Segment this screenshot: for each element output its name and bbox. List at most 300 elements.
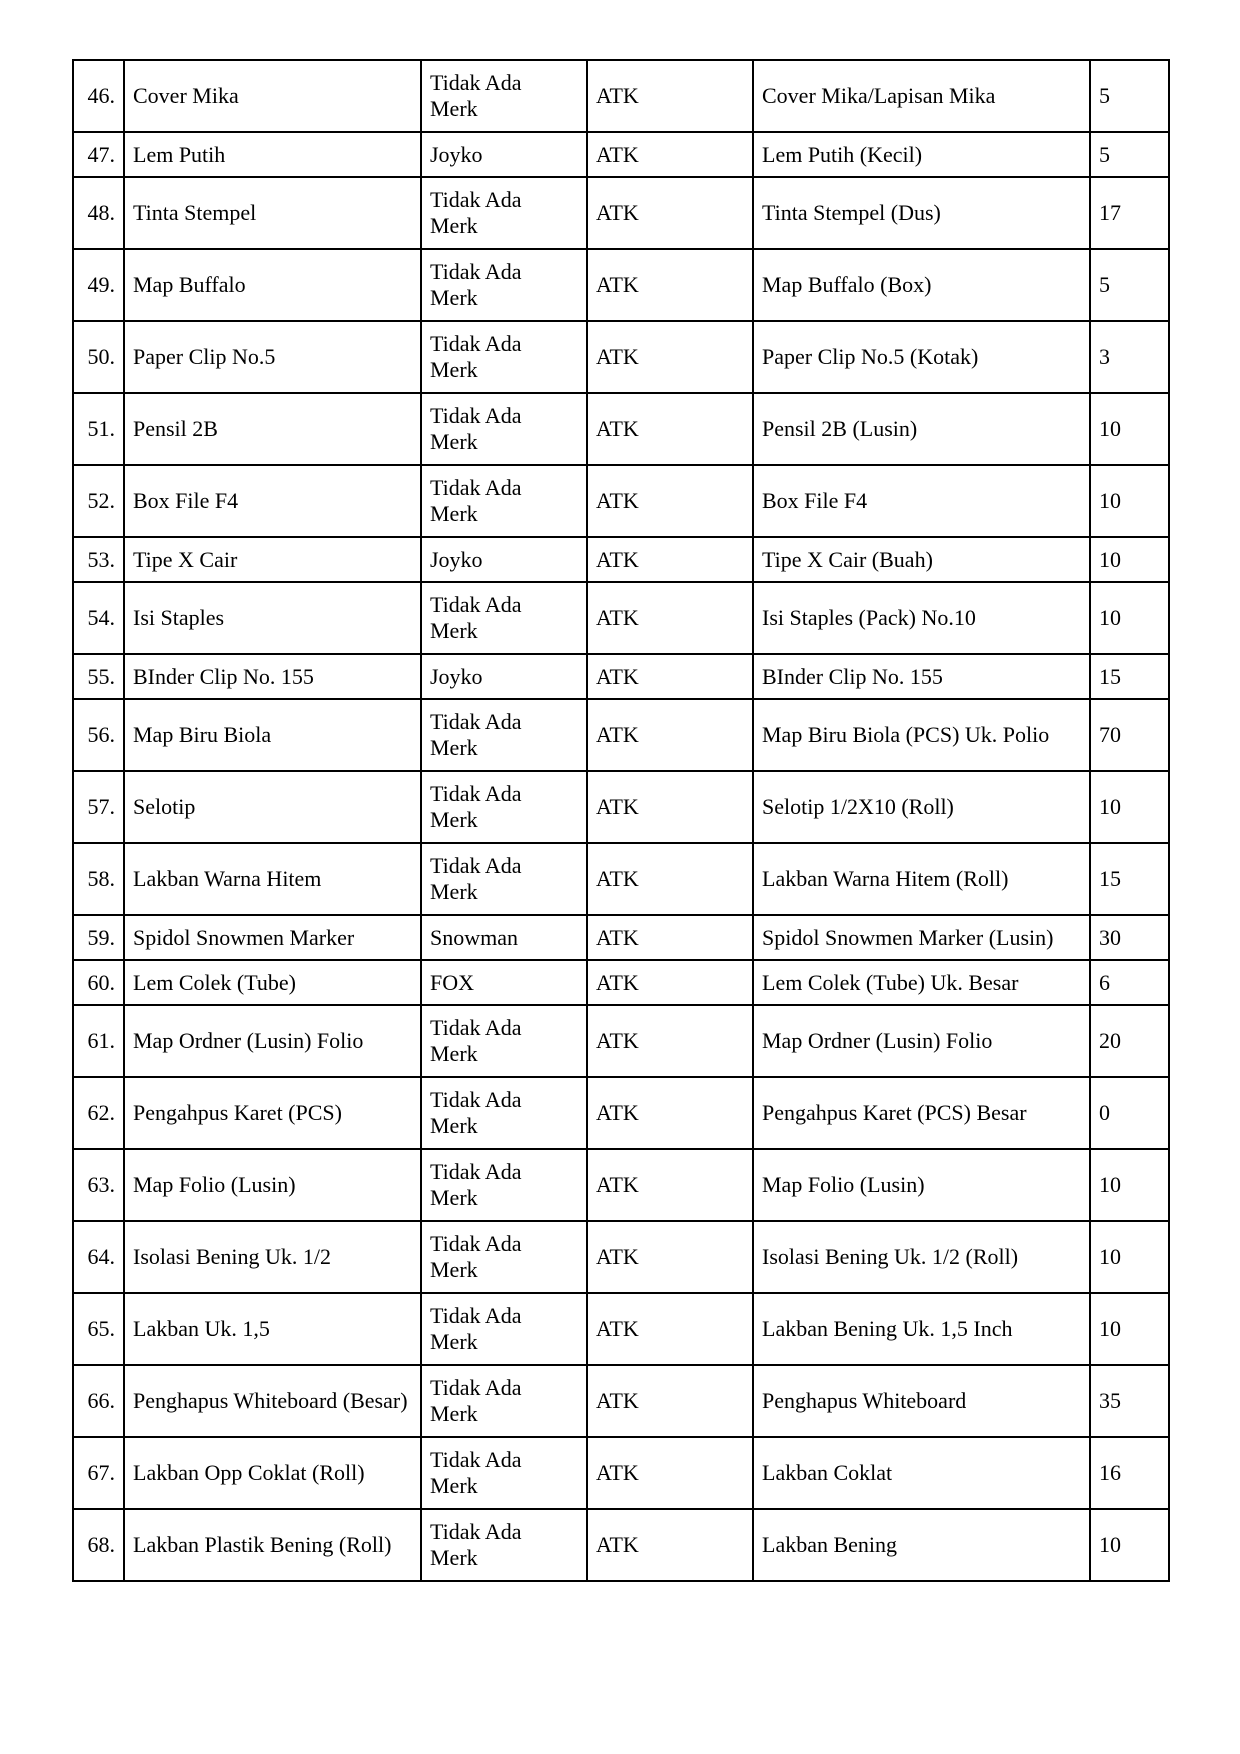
item-name: Tipe X Cair — [133, 546, 238, 572]
item-category: ATK — [596, 1460, 639, 1485]
item-name-cell — [124, 1365, 421, 1437]
table-row — [73, 132, 1169, 177]
item-category: ATK — [596, 416, 639, 441]
row-number-cell — [73, 60, 124, 132]
item-category-cell — [587, 960, 753, 1005]
item-category: ATK — [596, 344, 639, 369]
item-category-cell — [587, 321, 753, 393]
item-quantity-cell — [1090, 915, 1169, 960]
item-quantity-cell — [1090, 1293, 1169, 1365]
item-name-cell — [124, 1293, 421, 1365]
item-brand-cell — [421, 1221, 587, 1293]
item-quantity: 17 — [1099, 200, 1121, 225]
row-number-cell — [73, 249, 124, 321]
table-row — [73, 393, 1169, 465]
item-description: Map Biru Biola (PCS) Uk. Polio — [762, 722, 1050, 747]
table-row — [73, 537, 1169, 582]
row-number-cell — [73, 1149, 124, 1221]
item-brand: Tidak Ada Merk — [430, 1447, 522, 1498]
item-brand: Snowman — [430, 924, 518, 950]
row-number-cell — [73, 1437, 124, 1509]
item-description: Pengahpus Karet (PCS) Besar — [762, 1100, 1027, 1125]
item-category-cell — [587, 132, 753, 177]
item-category-cell — [587, 60, 753, 132]
item-brand-cell — [421, 915, 587, 960]
item-description-cell — [753, 1149, 1090, 1221]
item-quantity-cell — [1090, 1437, 1169, 1509]
item-category-cell — [587, 177, 753, 249]
table-row — [73, 1365, 1169, 1437]
item-name: Cover Mika — [133, 83, 239, 108]
table-body — [73, 60, 1169, 1581]
item-quantity: 5 — [1099, 83, 1110, 108]
item-brand: Joyko — [430, 546, 483, 572]
row-number: 53. — [87, 546, 115, 572]
row-number: 59. — [87, 924, 115, 950]
item-category: ATK — [596, 794, 639, 819]
item-category-cell — [587, 1365, 753, 1437]
item-name: BInder Clip No. 155 — [133, 663, 314, 689]
item-description-cell — [753, 1293, 1090, 1365]
row-number: 46. — [87, 83, 115, 108]
row-number-cell — [73, 393, 124, 465]
item-description-cell — [753, 321, 1090, 393]
row-number: 65. — [87, 1316, 115, 1341]
table-row — [73, 249, 1169, 321]
row-number-cell — [73, 537, 124, 582]
item-description: Isolasi Bening Uk. 1/2 (Roll) — [762, 1244, 1019, 1269]
item-quantity: 10 — [1099, 488, 1121, 513]
item-quantity-cell — [1090, 771, 1169, 843]
table-row — [73, 1077, 1169, 1149]
item-quantity: 10 — [1099, 1316, 1121, 1341]
item-quantity-cell — [1090, 393, 1169, 465]
row-number: 51. — [87, 416, 115, 441]
item-name: Lakban Plastik Bening (Roll) — [133, 1532, 392, 1557]
item-category: ATK — [596, 1532, 639, 1557]
item-category: ATK — [596, 546, 639, 572]
item-quantity-cell — [1090, 537, 1169, 582]
row-number: 63. — [87, 1172, 115, 1197]
item-description-cell — [753, 465, 1090, 537]
item-description-cell — [753, 1077, 1090, 1149]
item-brand-cell — [421, 1365, 587, 1437]
row-number-cell — [73, 321, 124, 393]
item-brand: Joyko — [430, 141, 483, 167]
row-number-cell — [73, 582, 124, 654]
item-quantity-cell — [1090, 249, 1169, 321]
item-quantity-cell — [1090, 654, 1169, 699]
row-number: 67. — [87, 1460, 115, 1485]
row-number-cell — [73, 654, 124, 699]
table-row — [73, 1221, 1169, 1293]
item-description-cell — [753, 132, 1090, 177]
item-quantity-cell — [1090, 699, 1169, 771]
item-category-cell — [587, 654, 753, 699]
item-brand-cell — [421, 1509, 587, 1581]
item-description: Lem Colek (Tube) Uk. Besar — [762, 969, 1019, 995]
item-name: Selotip — [133, 794, 196, 819]
item-brand-cell — [421, 1437, 587, 1509]
item-description: Map Folio (Lusin) — [762, 1172, 925, 1197]
item-brand: Tidak Ada Merk — [430, 709, 522, 760]
item-brand: Joyko — [430, 663, 483, 689]
row-number-cell — [73, 1509, 124, 1581]
item-description-cell — [753, 771, 1090, 843]
item-description: Lakban Coklat — [762, 1460, 893, 1485]
item-quantity: 10 — [1099, 416, 1121, 441]
item-brand: Tidak Ada Merk — [430, 1519, 522, 1570]
table-row — [73, 465, 1169, 537]
item-brand: Tidak Ada Merk — [430, 403, 522, 454]
item-category: ATK — [596, 924, 639, 950]
item-name-cell — [124, 960, 421, 1005]
row-number: 49. — [87, 272, 115, 297]
item-name-cell — [124, 132, 421, 177]
table-row — [73, 1005, 1169, 1077]
item-name: Lakban Opp Coklat (Roll) — [133, 1460, 365, 1485]
item-description: Pensil 2B (Lusin) — [762, 416, 918, 441]
item-quantity: 10 — [1099, 1244, 1121, 1269]
row-number-cell — [73, 1005, 124, 1077]
item-name-cell — [124, 843, 421, 915]
item-quantity: 35 — [1099, 1388, 1121, 1413]
table-row — [73, 321, 1169, 393]
row-number: 66. — [87, 1388, 115, 1413]
item-brand-cell — [421, 60, 587, 132]
item-quantity-cell — [1090, 1365, 1169, 1437]
item-brand: Tidak Ada Merk — [430, 1159, 522, 1210]
item-brand-cell — [421, 771, 587, 843]
item-description-cell — [753, 1509, 1090, 1581]
item-category: ATK — [596, 272, 639, 297]
row-number-cell — [73, 771, 124, 843]
item-brand: Tidak Ada Merk — [430, 259, 522, 310]
item-brand: Tidak Ada Merk — [430, 1303, 522, 1354]
item-description: Lem Putih (Kecil) — [762, 141, 923, 167]
table-row — [73, 960, 1169, 1005]
item-brand-cell — [421, 654, 587, 699]
item-name-cell — [124, 1221, 421, 1293]
item-name-cell — [124, 699, 421, 771]
item-quantity-cell — [1090, 843, 1169, 915]
item-description: Lakban Bening Uk. 1,5 Inch — [762, 1316, 1013, 1341]
item-quantity: 10 — [1099, 1172, 1121, 1197]
item-quantity-cell — [1090, 60, 1169, 132]
item-category: ATK — [596, 1172, 639, 1197]
item-description-cell — [753, 960, 1090, 1005]
row-number-cell — [73, 1293, 124, 1365]
row-number: 50. — [87, 344, 115, 369]
table-row — [73, 582, 1169, 654]
item-quantity: 70 — [1099, 722, 1121, 747]
item-description: BInder Clip No. 155 — [762, 663, 943, 689]
item-description: Tinta Stempel (Dus) — [762, 200, 941, 225]
item-category: ATK — [596, 1316, 639, 1341]
table-row — [73, 699, 1169, 771]
item-name: Pengahpus Karet (PCS) — [133, 1100, 342, 1125]
item-name-cell — [124, 321, 421, 393]
item-quantity: 10 — [1099, 546, 1121, 572]
item-name: Lakban Warna Hitem — [133, 866, 322, 891]
item-description: Isi Staples (Pack) No.10 — [762, 605, 976, 630]
item-brand-cell — [421, 132, 587, 177]
item-category-cell — [587, 465, 753, 537]
item-brand-cell — [421, 393, 587, 465]
item-description: Lakban Bening — [762, 1532, 898, 1557]
item-category: ATK — [596, 1100, 639, 1125]
table-row — [73, 1509, 1169, 1581]
row-number-cell — [73, 960, 124, 1005]
item-brand: Tidak Ada Merk — [430, 475, 522, 526]
item-brand: Tidak Ada Merk — [430, 1231, 522, 1282]
item-quantity-cell — [1090, 132, 1169, 177]
row-number-cell — [73, 465, 124, 537]
table-row — [73, 771, 1169, 843]
row-number-cell — [73, 1365, 124, 1437]
item-name-cell — [124, 465, 421, 537]
item-brand-cell — [421, 960, 587, 1005]
item-category: ATK — [596, 969, 639, 995]
row-number-cell — [73, 1077, 124, 1149]
item-quantity-cell — [1090, 1149, 1169, 1221]
item-category-cell — [587, 1005, 753, 1077]
item-name-cell — [124, 771, 421, 843]
item-name-cell — [124, 177, 421, 249]
item-quantity: 6 — [1099, 969, 1110, 995]
item-description-cell — [753, 1365, 1090, 1437]
table-row — [73, 1149, 1169, 1221]
item-brand: Tidak Ada Merk — [430, 331, 522, 382]
item-quantity: 10 — [1099, 605, 1121, 630]
item-description: Paper Clip No.5 (Kotak) — [762, 344, 979, 369]
item-quantity-cell — [1090, 465, 1169, 537]
item-category-cell — [587, 1077, 753, 1149]
item-quantity: 3 — [1099, 344, 1110, 369]
item-quantity-cell — [1090, 1077, 1169, 1149]
item-quantity: 20 — [1099, 1028, 1121, 1053]
item-description-cell — [753, 582, 1090, 654]
item-category-cell — [587, 843, 753, 915]
row-number: 57. — [87, 794, 115, 819]
item-name-cell — [124, 582, 421, 654]
item-category-cell — [587, 537, 753, 582]
item-category: ATK — [596, 1028, 639, 1053]
item-brand: Tidak Ada Merk — [430, 781, 522, 832]
item-category: ATK — [596, 605, 639, 630]
item-quantity-cell — [1090, 1221, 1169, 1293]
table-row — [73, 915, 1169, 960]
item-name-cell — [124, 537, 421, 582]
item-quantity: 16 — [1099, 1460, 1121, 1485]
item-description: Penghapus Whiteboard — [762, 1388, 967, 1413]
item-description-cell — [753, 249, 1090, 321]
item-category-cell — [587, 699, 753, 771]
item-category: ATK — [596, 722, 639, 747]
item-category-cell — [587, 771, 753, 843]
item-name: Map Ordner (Lusin) Folio — [133, 1028, 364, 1053]
item-description-cell — [753, 1005, 1090, 1077]
item-quantity: 0 — [1099, 1100, 1110, 1125]
item-quantity-cell — [1090, 582, 1169, 654]
item-brand: Tidak Ada Merk — [430, 70, 522, 121]
item-name: Isi Staples — [133, 605, 225, 630]
item-description-cell — [753, 177, 1090, 249]
item-name: Map Folio (Lusin) — [133, 1172, 296, 1197]
item-brand-cell — [421, 537, 587, 582]
table-row — [73, 654, 1169, 699]
item-description-cell — [753, 654, 1090, 699]
item-description-cell — [753, 1221, 1090, 1293]
table-row — [73, 177, 1169, 249]
row-number: 56. — [87, 722, 115, 747]
item-category: ATK — [596, 83, 639, 108]
table-row — [73, 843, 1169, 915]
item-quantity: 30 — [1099, 924, 1121, 950]
item-name: Paper Clip No.5 — [133, 344, 276, 369]
item-category-cell — [587, 1437, 753, 1509]
item-brand: FOX — [430, 969, 475, 995]
row-number: 58. — [87, 866, 115, 891]
item-name: Lem Colek (Tube) — [133, 969, 296, 995]
item-quantity: 5 — [1099, 141, 1110, 167]
item-category: ATK — [596, 866, 639, 891]
item-name: Map Buffalo — [133, 272, 246, 297]
row-number: 54. — [87, 605, 115, 630]
inventory-table — [72, 59, 1170, 1582]
item-quantity-cell — [1090, 321, 1169, 393]
item-brand-cell — [421, 843, 587, 915]
row-number-cell — [73, 132, 124, 177]
item-category-cell — [587, 915, 753, 960]
item-name: Tinta Stempel — [133, 200, 257, 225]
item-name-cell — [124, 1005, 421, 1077]
item-name-cell — [124, 60, 421, 132]
item-name: Spidol Snowmen Marker — [133, 924, 355, 950]
item-name: Map Biru Biola — [133, 722, 272, 747]
row-number: 60. — [87, 969, 115, 995]
item-category: ATK — [596, 141, 639, 167]
item-description-cell — [753, 843, 1090, 915]
item-description: Lakban Warna Hitem (Roll) — [762, 866, 1009, 891]
row-number: 64. — [87, 1244, 115, 1269]
item-description-cell — [753, 1437, 1090, 1509]
item-brand-cell — [421, 249, 587, 321]
table-row — [73, 1293, 1169, 1365]
item-name-cell — [124, 1509, 421, 1581]
item-brand-cell — [421, 1077, 587, 1149]
item-description-cell — [753, 393, 1090, 465]
item-brand: Tidak Ada Merk — [430, 187, 522, 238]
item-description: Tipe X Cair (Buah) — [762, 546, 933, 572]
item-description: Map Buffalo (Box) — [762, 272, 932, 297]
item-category: ATK — [596, 488, 639, 513]
item-brand-cell — [421, 1149, 587, 1221]
item-description: Spidol Snowmen Marker (Lusin) — [762, 924, 1054, 950]
row-number: 52. — [87, 488, 115, 513]
item-category-cell — [587, 393, 753, 465]
item-category-cell — [587, 249, 753, 321]
item-quantity-cell — [1090, 177, 1169, 249]
row-number-cell — [73, 1221, 124, 1293]
item-quantity-cell — [1090, 960, 1169, 1005]
item-description: Cover Mika/Lapisan Mika — [762, 83, 996, 108]
item-name-cell — [124, 1149, 421, 1221]
item-quantity: 10 — [1099, 1532, 1121, 1557]
item-name: Lem Putih — [133, 141, 226, 167]
item-name-cell — [124, 1437, 421, 1509]
item-brand: Tidak Ada Merk — [430, 1375, 522, 1426]
item-quantity-cell — [1090, 1509, 1169, 1581]
item-name-cell — [124, 915, 421, 960]
item-category-cell — [587, 582, 753, 654]
item-brand: Tidak Ada Merk — [430, 592, 522, 643]
item-category: ATK — [596, 663, 639, 689]
item-category: ATK — [596, 200, 639, 225]
row-number-cell — [73, 843, 124, 915]
row-number: 62. — [87, 1100, 115, 1125]
item-name: Pensil 2B — [133, 416, 218, 441]
item-category: ATK — [596, 1388, 639, 1413]
item-name: Lakban Uk. 1,5 — [133, 1316, 270, 1341]
item-category-cell — [587, 1221, 753, 1293]
item-name-cell — [124, 1077, 421, 1149]
item-brand: Tidak Ada Merk — [430, 1087, 522, 1138]
item-brand-cell — [421, 699, 587, 771]
row-number: 55. — [87, 663, 115, 689]
item-quantity-cell — [1090, 1005, 1169, 1077]
row-number: 47. — [87, 141, 115, 167]
item-brand-cell — [421, 1005, 587, 1077]
item-description: Map Ordner (Lusin) Folio — [762, 1028, 993, 1053]
item-name: Isolasi Bening Uk. 1/2 — [133, 1244, 331, 1269]
row-number-cell — [73, 177, 124, 249]
item-quantity: 15 — [1099, 866, 1121, 891]
item-brand-cell — [421, 177, 587, 249]
item-brand-cell — [421, 321, 587, 393]
row-number: 48. — [87, 200, 115, 225]
item-description-cell — [753, 699, 1090, 771]
item-quantity: 10 — [1099, 794, 1121, 819]
row-number: 68. — [87, 1532, 115, 1557]
row-number-cell — [73, 915, 124, 960]
table-row — [73, 60, 1169, 132]
item-brand-cell — [421, 582, 587, 654]
item-category-cell — [587, 1293, 753, 1365]
item-quantity: 15 — [1099, 663, 1121, 689]
item-description-cell — [753, 915, 1090, 960]
row-number-cell — [73, 699, 124, 771]
row-number: 61. — [87, 1028, 115, 1053]
item-name-cell — [124, 249, 421, 321]
item-description: Selotip 1/2X10 (Roll) — [762, 794, 954, 819]
item-name-cell — [124, 654, 421, 699]
item-description: Box File F4 — [762, 488, 868, 513]
table-row — [73, 1437, 1169, 1509]
item-quantity: 5 — [1099, 272, 1110, 297]
item-description-cell — [753, 537, 1090, 582]
item-category: ATK — [596, 1244, 639, 1269]
item-description-cell — [753, 60, 1090, 132]
item-name-cell — [124, 393, 421, 465]
item-category-cell — [587, 1149, 753, 1221]
item-brand: Tidak Ada Merk — [430, 853, 522, 904]
item-brand-cell — [421, 1293, 587, 1365]
item-name: Penghapus Whiteboard (Besar) — [133, 1388, 408, 1413]
item-brand-cell — [421, 465, 587, 537]
item-category-cell — [587, 1509, 753, 1581]
item-brand: Tidak Ada Merk — [430, 1015, 522, 1066]
